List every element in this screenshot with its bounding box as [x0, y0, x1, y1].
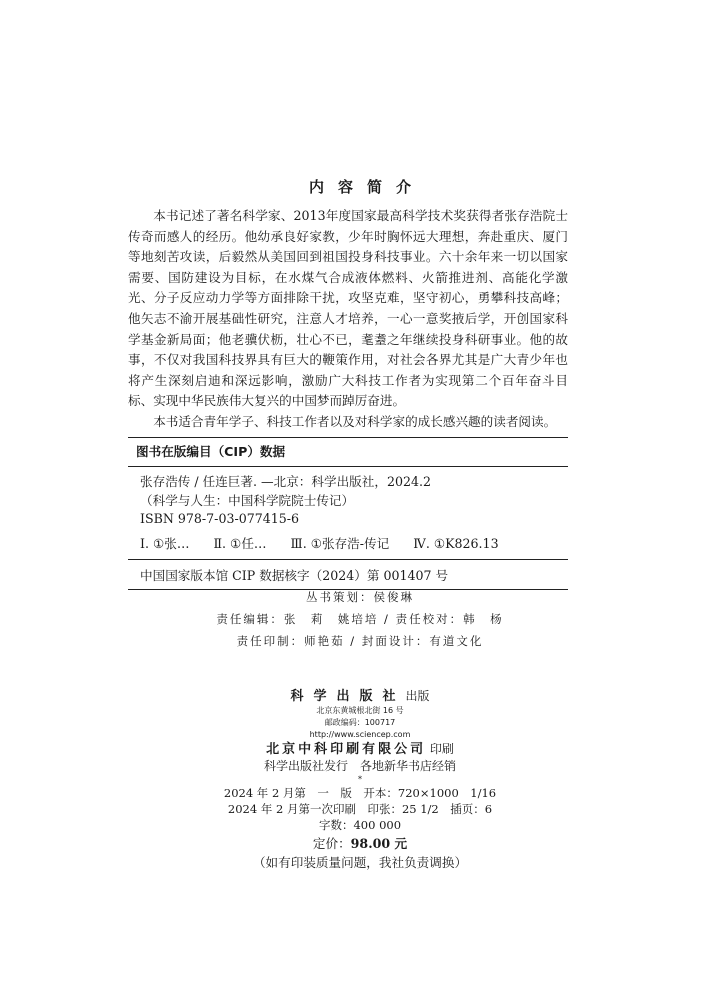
publication-info	[0, 688, 720, 873]
cip-bibliographic-line: 张存浩传 / 任连巨著. —北京：科学出版社，2024.2	[140, 474, 432, 489]
quality-note: （如有印装质量问题，我社负责调换）	[252, 855, 468, 870]
publisher-line	[0, 688, 720, 705]
distribution-line: 科学出版社发行 各地新华书店经销	[263, 759, 456, 773]
price-label: 定价：	[312, 836, 351, 851]
printer-line	[0, 741, 720, 758]
cip-data-block	[128, 437, 568, 590]
summary-paragraph: 本书适合青年学子、科技工作者以及对科学家的成长感兴趣的读者阅读。	[153, 413, 557, 429]
cip-class-item: Ⅰ. ①张…	[140, 535, 190, 551]
publisher-name: 科学出版社	[290, 689, 406, 704]
word-count: 字数：400 000	[318, 818, 402, 832]
cip-class-item: Ⅳ. ①K826.13	[413, 535, 499, 551]
separator-asterisk: *	[358, 775, 362, 784]
cip-approval-number: 中国国家版本馆 CIP 数据核字（2024）第 001407 号	[140, 568, 449, 583]
summary-paragraph: 本书记述了著名科学家、2013年度国家最高科学技术奖获得者张存浩院士传奇而感人的经历。他幼承良好家教，少年时胸怀远大理想，奔赴重庆、厦门等地刻苦攻读，后毅然从美国回到祖国投身科技事业。六十余年来一切以国家需要、国防建设为目标，在水煤气合成液体燃料、火箭推进剂、高能化学激光、分子反应动力学等方面排除干扰，攻坚克难，坚守初心，勇攀科技高峰；他矢志不渝开展基础性研究，注意人才培养，一心一意奖掖后学，开创国家科学基金新局面；他老骥伏枥，壮心不已，耄耋之年继续投身科研事业。他的故事，不仅对我国科技界具有巨大的鞭策作用，对社会各界尤其是广大青少年也将产生深刻启迪和深远影响，激励广大科技工作者为实现第二个百年奋斗目标、实现中华民族伟大复兴的中国梦而踔厉奋进。	[128, 208, 568, 409]
publisher-address: 北京东黄城根北街 16 号	[316, 706, 404, 715]
responsible-editors: 责任编辑：张 莉 姚培培 / 责任校对：韩 杨	[216, 612, 504, 626]
series-planner: 丛书策划：侯俊琳	[306, 590, 414, 604]
cip-isbn: ISBN 978-7-03-077415-6	[140, 511, 300, 526]
cip-class-item: Ⅲ. ①张存浩-传记	[290, 535, 390, 551]
publisher-role: 出版	[405, 689, 430, 703]
cip-class-item: Ⅱ. ①任…	[213, 535, 267, 551]
price-value: 98.00 元	[350, 836, 408, 851]
summary-title: 内容简介	[308, 178, 425, 196]
print-and-cover-design: 责任印制：师艳茹 / 封面设计：有道文化	[236, 634, 484, 648]
cip-series-line: （科学与人生：中国科学院院士传记）	[140, 492, 355, 508]
publisher-website: http://www.sciencep.com	[309, 730, 411, 739]
cip-body	[128, 467, 568, 560]
cip-title: 图书在版编目（CIP）数据	[128, 438, 568, 467]
cip-classification	[140, 535, 568, 554]
publisher-postcode: 邮政编码：100717	[324, 718, 396, 727]
edition-line: 2024 年 2 月第 一 版 开本：720×1000 1/16	[223, 786, 497, 800]
editorial-staff	[0, 586, 720, 652]
printing-line: 2024 年 2 月第一次印刷 印张：25 1/2 插页：6	[227, 802, 493, 816]
printer-role: 印刷	[429, 742, 454, 756]
price-line	[0, 835, 720, 853]
printer-name: 北京中科印刷有限公司	[266, 742, 427, 757]
summary-text	[128, 206, 568, 433]
